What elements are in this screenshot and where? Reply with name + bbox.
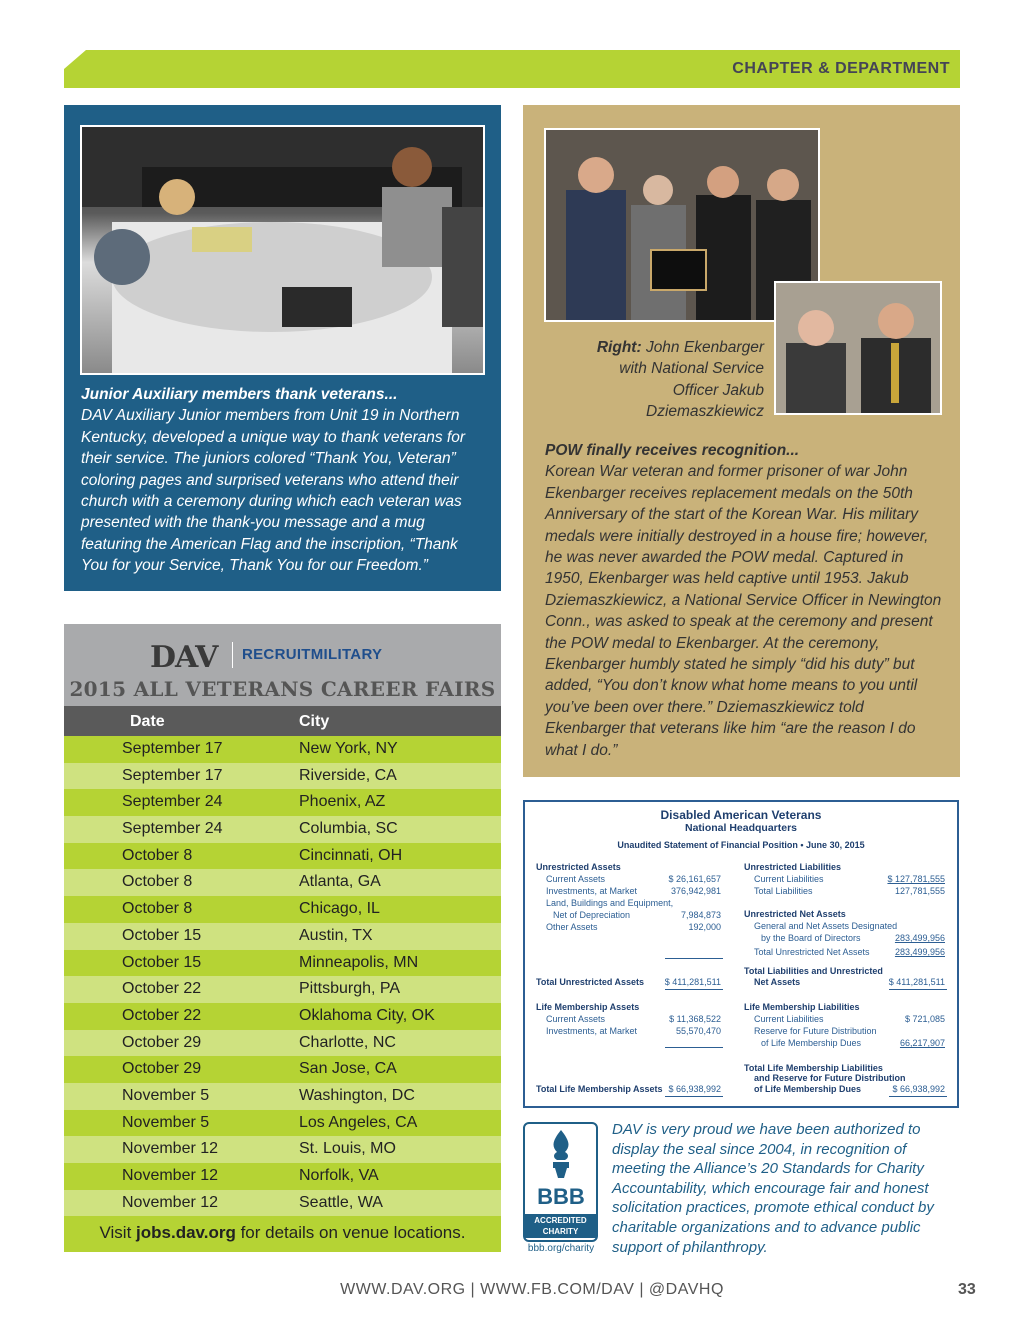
career-fairs-footer bbox=[64, 1216, 501, 1252]
fair-date: October 15 bbox=[122, 926, 202, 944]
career-fair-row bbox=[64, 976, 501, 1003]
career-fair-row bbox=[64, 869, 501, 896]
fin-label: Total Life Membership Assets bbox=[536, 1084, 663, 1094]
career-fair-row bbox=[64, 1030, 501, 1057]
fair-city: Los Angeles, CA bbox=[299, 1113, 418, 1131]
career-fair-row bbox=[64, 950, 501, 977]
fin-value: $ 721,085 bbox=[904, 1014, 945, 1024]
career-fair-row bbox=[64, 896, 501, 923]
fin-label: and Reserve for Future Distribution bbox=[754, 1073, 906, 1083]
career-fair-row bbox=[64, 789, 501, 816]
fin-label: Total Liabilities bbox=[754, 886, 813, 896]
fair-date: October 8 bbox=[122, 846, 193, 864]
dav-logo-text: DAV bbox=[150, 640, 218, 675]
fin-label: Unrestricted Assets bbox=[536, 862, 621, 872]
recruitmilitary-logo-text: RECRUITMILITARY bbox=[242, 646, 383, 663]
fair-city: Austin, TX bbox=[299, 926, 373, 944]
fin-label: Current Assets bbox=[546, 874, 606, 884]
fin-rule bbox=[665, 1047, 723, 1048]
fair-date: October 8 bbox=[122, 873, 193, 891]
ekenbarger-photo-illustration bbox=[776, 283, 940, 413]
fair-date: November 12 bbox=[122, 1167, 219, 1184]
pow-story-caption bbox=[545, 440, 945, 761]
fin-rule bbox=[889, 1096, 947, 1097]
jobs-link[interactable]: jobs.dav.org bbox=[136, 1223, 236, 1242]
fin-value: $ 411,281,511 bbox=[888, 977, 945, 987]
fair-city: Atlanta, GA bbox=[299, 873, 381, 891]
fair-city: San Jose, CA bbox=[299, 1060, 397, 1078]
fair-date: October 8 bbox=[122, 900, 193, 918]
career-fair-row bbox=[64, 1110, 501, 1137]
pow-story-headline: POW finally receives recognition... bbox=[545, 442, 800, 459]
career-fairs-table-header bbox=[64, 706, 501, 736]
fair-date: October 15 bbox=[122, 953, 202, 971]
fin-value: 127,781,555 bbox=[894, 886, 945, 896]
fin-value: 7,984,873 bbox=[680, 910, 721, 920]
fair-date: September 24 bbox=[122, 793, 223, 811]
fin-value: 283,499,956 bbox=[894, 947, 945, 957]
bbb-logo-text: BBB bbox=[537, 1184, 585, 1209]
fin-label: Total Unrestricted Assets bbox=[536, 977, 645, 987]
fin-label: Total Liabilities and Unrestricted bbox=[744, 966, 883, 976]
pow-story-body: Korean War veteran and former prisoner of war John Ekenbarger receives replacement medals on the 50th Anniversary of the start of the Korean War. His military medals were initially destroyed in a house fire; however, he was never awarded the POW medal. Captured in 1950, Ekenbarger was held captive until 1953. Jakub Dziemaszkiewicz, a National Service Officer in Newington Conn., was asked to speak at the ceremony and present the POW medal to Ekenbarger. At the ceremony, Ekenbarger humbly stated he simply “did his duty” but added, “You don’t know what home means to you until you’ve been over there.” Dziemaszkiewicz told Ekenbarger that veterans like him “are the reason I do what I do.” bbox=[545, 463, 942, 759]
footer-links[interactable]: WWW.DAV.ORG | WWW.FB.COM/DAV | @DAVHQ bbox=[340, 1281, 724, 1298]
fair-city: Columbia, SC bbox=[299, 820, 398, 838]
fair-date: October 29 bbox=[122, 1033, 202, 1051]
logo-separator bbox=[232, 642, 233, 668]
career-fairs-title: 2015 ALL VETERANS CAREER FAIRS bbox=[69, 677, 496, 701]
career-fair-row bbox=[64, 1083, 501, 1110]
fin-label: of Life Membership Dues bbox=[754, 1084, 862, 1094]
pow-photo-caption-lead: Right: bbox=[596, 339, 642, 356]
fair-city: St. Louis, MO bbox=[299, 1140, 396, 1158]
pow-photo-caption bbox=[590, 337, 764, 423]
fin-rule bbox=[889, 989, 947, 990]
charity-label: CHARITY bbox=[542, 1227, 579, 1236]
fair-date: September 17 bbox=[122, 766, 223, 784]
fair-city: Washington, DC bbox=[299, 1086, 415, 1104]
fair-date: November 12 bbox=[122, 1193, 219, 1211]
fair-city: Cincinnati, OH bbox=[299, 846, 403, 864]
fair-date: September 24 bbox=[122, 820, 223, 838]
fin-label: Net of Depreciation bbox=[553, 910, 631, 920]
fin-value: 66,217,907 bbox=[899, 1038, 945, 1048]
fin-org: Disabled American Veterans bbox=[660, 808, 822, 822]
fin-value: $ 66,938,992 bbox=[668, 1084, 721, 1094]
fair-date: October 22 bbox=[122, 980, 202, 998]
career-fair-row bbox=[64, 763, 501, 790]
fin-label: Current Liabilities bbox=[754, 874, 824, 884]
career-fair-row bbox=[64, 736, 501, 763]
fair-date: October 29 bbox=[122, 1060, 202, 1078]
accredited-label: ACCREDITED bbox=[534, 1216, 587, 1225]
fin-value: 55,570,470 bbox=[675, 1026, 721, 1036]
ekenbarger-nso-photo bbox=[774, 281, 942, 415]
bbb-torch-icon bbox=[545, 1128, 577, 1180]
fair-city: Seattle, WA bbox=[299, 1193, 383, 1211]
fair-date: October 22 bbox=[122, 1006, 202, 1024]
fin-rule bbox=[665, 989, 723, 990]
column-header-city: City bbox=[299, 713, 330, 730]
footer-pre-text: Visit bbox=[99, 1223, 137, 1242]
financial-statement-box bbox=[523, 800, 959, 1108]
section-title: CHAPTER & DEPARTMENT bbox=[732, 60, 950, 77]
fin-label: Other Assets bbox=[546, 922, 598, 932]
bbb-caption: DAV is very proud we have been authorized to display the seal since 2004, in recognition of meeting the Alliance’s 20 Standards for Charity Accountability, which encourage fair and honest solicitation practices, promote ethical conduct by charitable organizations and to advance public support of philanthropy. bbox=[612, 1121, 934, 1256]
junior-photo-illustration bbox=[82, 127, 483, 373]
pow-photo-caption-text: John Ekenbarger with National Service Officer Jakub Dziemaszkiewicz bbox=[619, 339, 764, 421]
career-fair-row bbox=[64, 1003, 501, 1030]
junior-story-body: DAV Auxiliary Junior members from Unit 19 in Northern Kentucky, developed a unique way to thank veterans for their service. The juniors colored “Thank You, Veteran” coloring pages and surprised veterans who attend their church with a ceremony during which each veteran was presented with the thank-you message and a mug featuring the American Flag and the inscription, “Thank You for your Service, Thank You for our Freedom.” bbox=[81, 407, 466, 575]
fin-label: Net Assets bbox=[754, 977, 801, 987]
fin-label: Current Assets bbox=[546, 1014, 606, 1024]
career-fairs-table-body bbox=[64, 736, 501, 1216]
fair-date: November 12 bbox=[122, 1140, 219, 1158]
fin-value: $ 66,938,992 bbox=[892, 1084, 945, 1094]
dav-logo bbox=[150, 640, 217, 675]
fin-label: Total Unrestricted Net Assets bbox=[754, 947, 870, 957]
recruitmilitary-logo bbox=[242, 646, 382, 663]
fin-value: 192,000 bbox=[688, 922, 721, 932]
fair-city: Charlotte, NC bbox=[299, 1033, 396, 1051]
junior-auxiliary-photo bbox=[80, 125, 485, 375]
fin-value: $ 26,161,657 bbox=[668, 874, 721, 884]
fin-label: Land, Buildings and Equipment, bbox=[546, 898, 674, 908]
career-fair-row bbox=[64, 1190, 501, 1217]
fair-city: Pittsburgh, PA bbox=[299, 980, 401, 998]
fin-label: Total Life Membership Liabilities bbox=[744, 1063, 883, 1073]
footer-post-text: for details on venue locations. bbox=[235, 1223, 466, 1242]
fin-label: Unrestricted Liabilities bbox=[744, 862, 842, 872]
fin-label: Life Membership Liabilities bbox=[744, 1002, 860, 1012]
fin-value: $ 127,781,555 bbox=[887, 874, 945, 884]
career-fair-row bbox=[64, 843, 501, 870]
fair-city: Minneapolis, MN bbox=[299, 953, 419, 971]
career-fair-row bbox=[64, 816, 501, 843]
fin-label: Life Membership Assets bbox=[536, 1002, 640, 1012]
fin-label: General and Net Assets Designated bbox=[754, 921, 898, 931]
fair-city: Phoenix, AZ bbox=[299, 793, 386, 811]
fin-label: Investments, at Market bbox=[546, 886, 638, 896]
fin-label: by the Board of Directors bbox=[761, 933, 861, 943]
fin-statement-title: Unaudited Statement of Financial Position • June 30, 2015 bbox=[617, 840, 865, 850]
fin-sub: National Headquarters bbox=[684, 822, 798, 834]
fin-value: 283,499,956 bbox=[894, 933, 945, 943]
fair-city: Oklahoma City, OK bbox=[299, 1006, 435, 1024]
career-fair-row bbox=[64, 1136, 501, 1163]
career-fair-row bbox=[64, 1163, 501, 1190]
fin-rule bbox=[665, 1096, 723, 1097]
fin-value: 376,942,981 bbox=[670, 886, 721, 896]
fair-city: New York, NY bbox=[299, 740, 398, 757]
fair-city: Norfolk, VA bbox=[299, 1167, 379, 1184]
fair-date: September 17 bbox=[122, 740, 223, 757]
fin-rule bbox=[665, 958, 723, 959]
fin-label: Unrestricted Net Assets bbox=[744, 909, 846, 919]
career-fair-row bbox=[64, 923, 501, 950]
column-header-date: Date bbox=[130, 713, 165, 730]
page-number: 33 bbox=[958, 1281, 976, 1298]
fair-date: November 5 bbox=[122, 1113, 210, 1131]
fair-city: Chicago, IL bbox=[299, 900, 380, 918]
fin-value: $ 11,368,522 bbox=[669, 1014, 721, 1024]
fin-label: of Life Membership Dues bbox=[761, 1038, 862, 1048]
fair-date: November 5 bbox=[122, 1086, 210, 1104]
fair-city: Riverside, CA bbox=[299, 766, 397, 784]
junior-story-headline: Junior Auxiliary members thank veterans... bbox=[81, 386, 398, 403]
bbb-url[interactable]: bbb.org/charity bbox=[527, 1243, 595, 1254]
fin-label: Current Liabilities bbox=[754, 1014, 824, 1024]
fin-label: Reserve for Future Distribution bbox=[754, 1026, 877, 1036]
accredited-charity-label bbox=[525, 1214, 596, 1238]
junior-story-caption bbox=[81, 384, 486, 577]
header-notch bbox=[64, 50, 86, 69]
fin-label: Investments, at Market bbox=[546, 1026, 638, 1036]
career-fair-row bbox=[64, 1056, 501, 1083]
fin-value: $ 411,281,511 bbox=[664, 977, 721, 987]
